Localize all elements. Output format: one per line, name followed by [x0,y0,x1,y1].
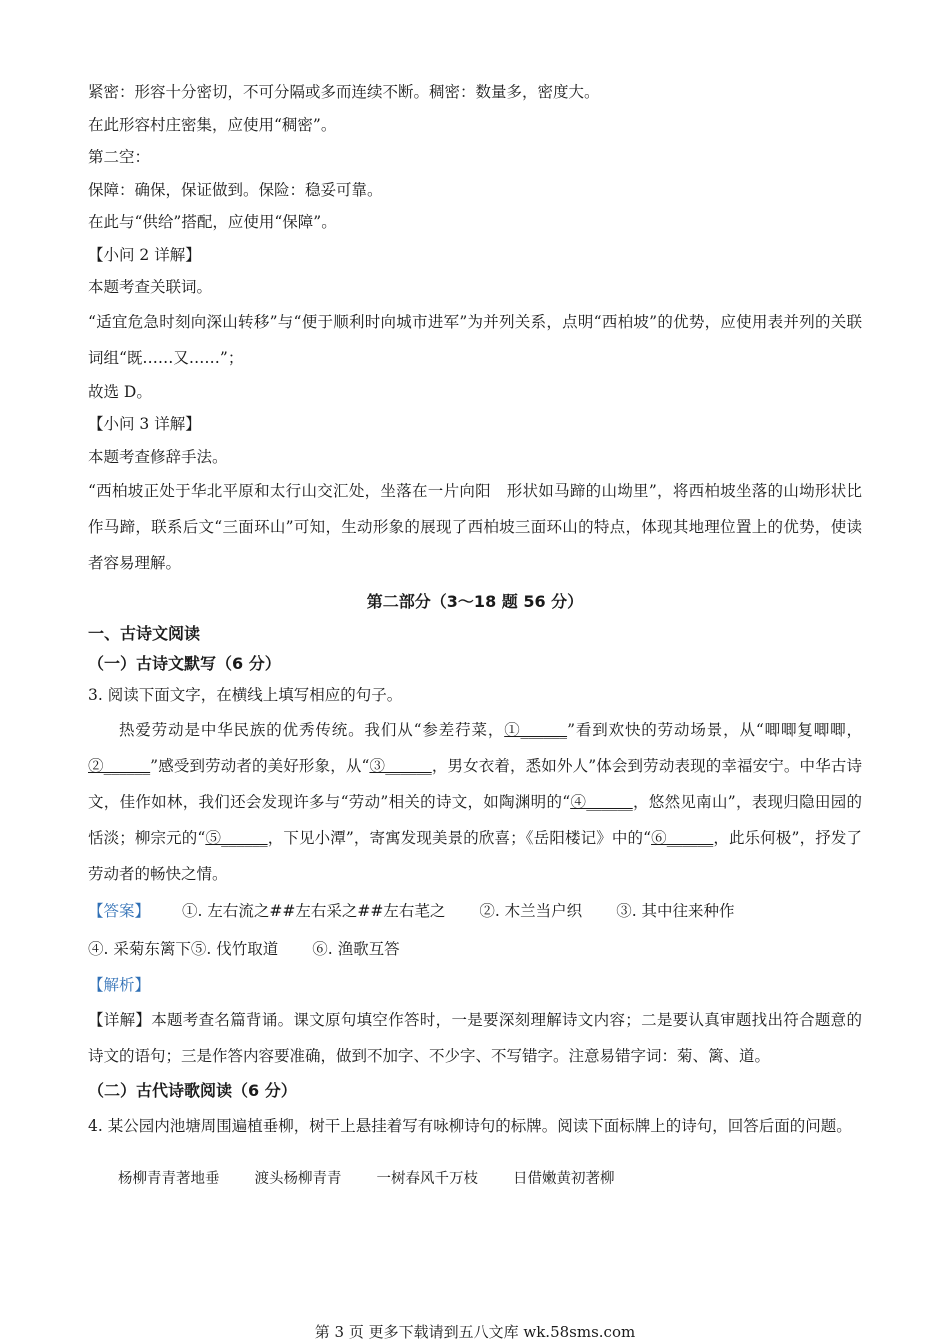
document-body [88,76,862,1194]
text-line: 在此形容村庄密集，应使用“稠密”。 [88,115,337,134]
poem-signs [88,1164,862,1194]
text-line: 【小问 2 详解】 [88,245,201,264]
part-title: 第二部分（3～18 题 56 分） [366,592,584,611]
subsection-title: （一）古诗文默写（6 分） [88,654,281,673]
blank-5: ⑤______ [205,828,268,847]
answer-item: ⑤. 伐竹取道 [190,939,279,958]
blank-4: ④______ [570,792,633,811]
text-line: 本题考查修辞手法。 [88,447,228,466]
paragraph-q2: “适宜危急时刻向深山转移”与“便于顺利时向城市进军”为并列关系，点明“西柏坡”的优势，应使用表并列的关联词组“既……又……”； [88,312,862,367]
detail-paragraph: 【详解】本题考查名篇背诵。课文原句填空作答时，一是要深刻理解诗文内容；二是要认真审题找出符合题意的诗文的语句；三是作答内容要准确，做到不加字、不少字、不写错字。注意易错字词：菊、篱、道。 [88,1010,862,1065]
blank-3: ③______ [369,756,432,775]
paragraph-q3: “西柏坡正处于华北平原和太行山交汇处，坐落在一片向阳 形状如马蹄的山坳里”，将西柏坡坐落的山坳形状比作马蹄，联系后文“三面环山”可知，生动形象的展现了西柏坡三面环山的特点，体现其地理位置上的优势，使读者容易理解。 [88,482,862,572]
answer-label: 【答案】 [88,901,151,920]
text-line: 在此与“供给”搭配，应使用“保障”。 [88,213,337,231]
text-line: 第二空： [88,148,151,166]
blank-1: ①______ [504,720,568,739]
subsection-title: （二）古代诗歌阅读（6 分） [88,1080,297,1100]
text-line: 故选 D。 [88,382,152,401]
text-line: 紧密：形容十分密切，不可分隔或多而连续不断。稠密：数量多，密度大。 [88,83,600,101]
section-title: 一、古诗文阅读 [88,624,201,643]
blank-2: ②______ [88,756,151,775]
answer-item: ②. 木兰当户织 [479,901,583,920]
answer-item: ①. 左右流之##左右采之##左右芼之 [182,901,446,920]
answer-item: ⑥. 渔歌互答 [312,939,400,958]
page-footer: 第 3 页 更多下载请到五八文库 wk.58sms.com [314,1323,636,1341]
poem-line: 渡头杨柳青青 [254,1170,342,1187]
text-line: 保障：确保，保证做到。保险：稳妥可靠。 [88,180,383,199]
poem-line: 日借嫩黄初著柳 [513,1170,615,1187]
text-line: 【小问 3 详解】 [88,415,201,433]
question-passage: 热爱劳动是中华民族的优秀传统。我们从“参差荇菜，①______”看到欢快的劳动场景，从“唧唧复唧唧，②______”感受到劳动者的美好形象，从“③______，男女衣着，悉如外人”体会到劳动表现的幸福安宁。中华古诗文，佳作如林，我们还会发现许多与“劳动”相关的诗文，如陶渊明的“④______，悠然见南山”，表现归隐田园的恬淡；柳宗元的“⑤______，下见小潭”，寄寓发现美景的欣喜；《岳阳楼记》中的“⑥______，此乐何极”，抒发了劳动者的畅快之情。 [88,720,862,883]
question-stem: 4. 某公园内池塘周围遍植垂柳，树干上悬挂着写有咏柳诗句的标牌。阅读下面标牌上的诗句，回答后面的问题。 [88,1116,852,1135]
blank-6: ⑥______ [651,828,714,847]
answer-item: ③. 其中往来种作 [616,901,735,920]
text-line: 本题考查关联词。 [88,278,213,296]
answer-item: ④. 采菊东篱下 [88,939,191,958]
poem-line: 一树春风千万枝 [376,1170,478,1187]
analysis-label: 【解析】 [88,975,151,994]
poem-line: 杨柳青青著地垂 [118,1170,220,1187]
question-stem: 3. 阅读下面文字，在横线上填写相应的句子。 [88,686,403,704]
answer-block [88,892,862,968]
